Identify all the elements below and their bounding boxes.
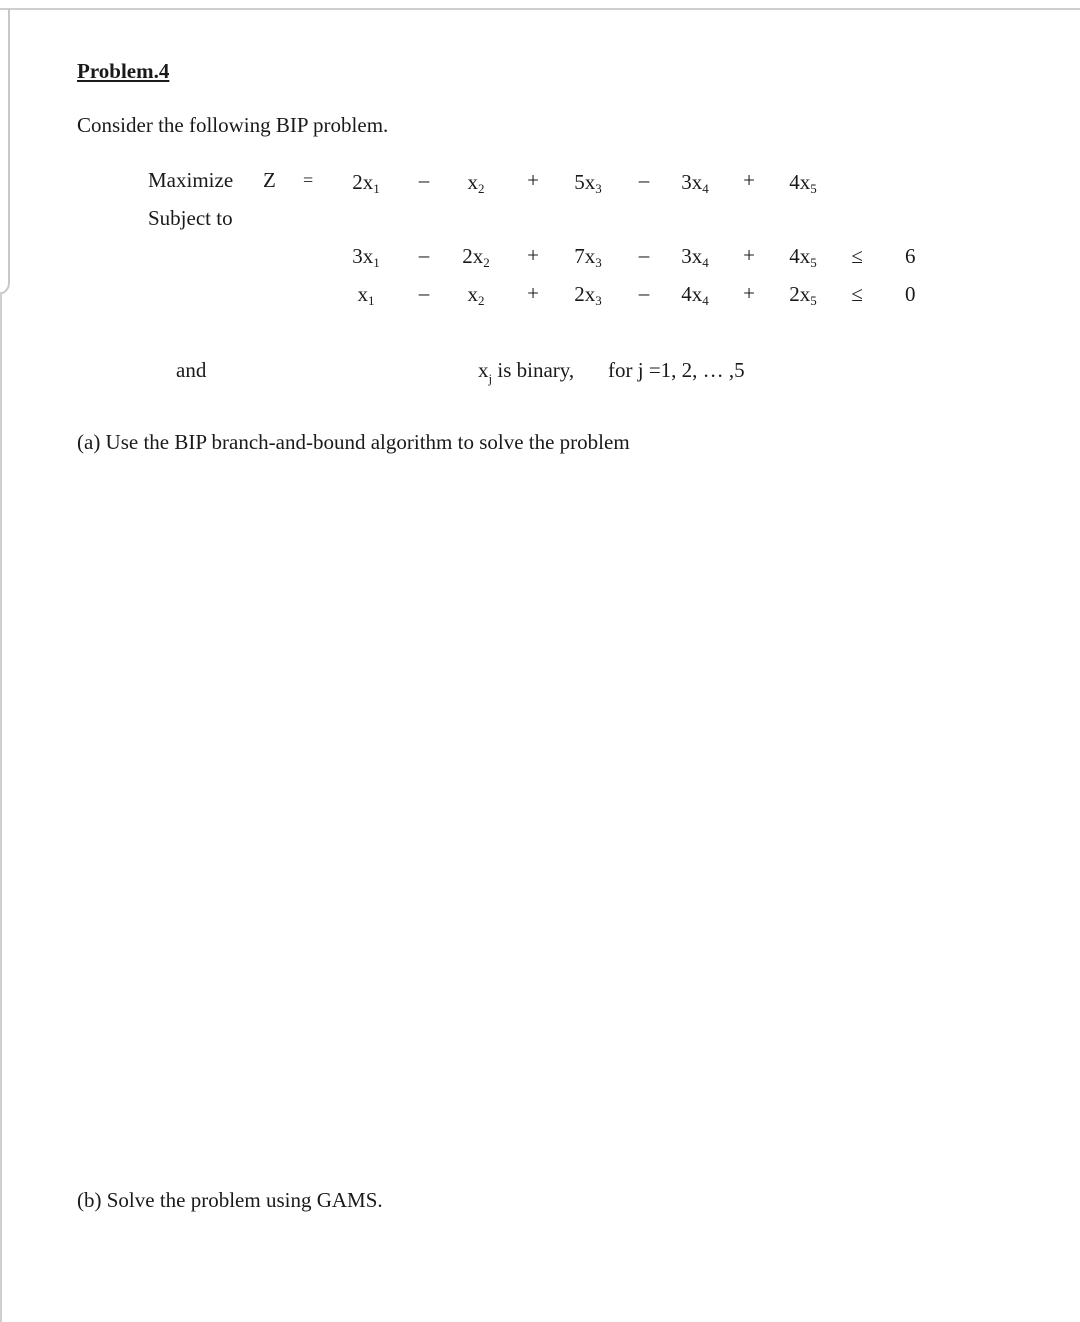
constraint-1-term-4: 3x4 [681, 244, 709, 270]
problem-title: Problem.4 [77, 59, 170, 83]
constraint-1-relation: ≤ [851, 244, 863, 268]
objective-variable: Z [263, 168, 276, 192]
left-border [0, 292, 2, 1322]
constraint-2-term-1: x1 [357, 282, 375, 308]
constraint-2-op-1: – [418, 281, 430, 305]
constraint-1-op-1: – [418, 243, 430, 267]
maximize-label: Maximize [148, 168, 234, 192]
constraint-1-term-5: 4x5 [789, 244, 817, 270]
part-a-question: (a) Use the BIP branch-and-bound algorithm to solve the problem [77, 430, 630, 454]
constraint-1-rhs: 6 [905, 244, 916, 268]
index-range: for j =1, 2, … ,5 [608, 358, 745, 382]
part-b-question: (b) Solve the problem using GAMS. [77, 1188, 383, 1212]
constraint-2-term-3: 2x3 [574, 282, 602, 308]
constraint-2-op-3: – [638, 281, 650, 305]
intro-text: Consider the following BIP problem. [77, 113, 389, 137]
objective-op-3: – [638, 168, 650, 192]
objective-op-4: + [743, 168, 755, 192]
equals-sign: = [303, 170, 314, 190]
constraint-2-rhs: 0 [905, 282, 916, 306]
subject-to-label: Subject to [148, 206, 233, 230]
constraint-1-term-3: 7x3 [574, 244, 602, 270]
left-page-frame [0, 9, 10, 295]
constraint-1-op-2: + [527, 243, 539, 267]
constraint-2-op-4: + [743, 281, 755, 305]
and-label: and [176, 358, 207, 382]
constraint-2-relation: ≤ [851, 282, 863, 306]
constraint-1-term-1: 3x1 [352, 244, 380, 270]
constraint-1-op-3: – [638, 243, 650, 267]
objective-op-2: + [527, 168, 539, 192]
constraint-1-term-2: 2x2 [462, 244, 490, 270]
objective-op-1: – [418, 168, 430, 192]
objective-term-2: x2 [467, 170, 485, 196]
binary-condition: $x_j$ is binary, [478, 358, 575, 386]
objective-term-5: 4x5 [789, 170, 817, 196]
constraint-2-term-4: 4x4 [681, 282, 709, 308]
constraint-2-op-2: + [527, 281, 539, 305]
objective-term-3: 5x3 [574, 170, 602, 196]
top-border [0, 8, 1080, 10]
constraint-2-term-5: 2x5 [789, 282, 817, 308]
objective-term-1: 2x1 [352, 170, 380, 196]
constraint-1-op-4: + [743, 243, 755, 267]
objective-term-4: 3x4 [681, 170, 709, 196]
constraint-2-term-2: x2 [467, 282, 485, 308]
